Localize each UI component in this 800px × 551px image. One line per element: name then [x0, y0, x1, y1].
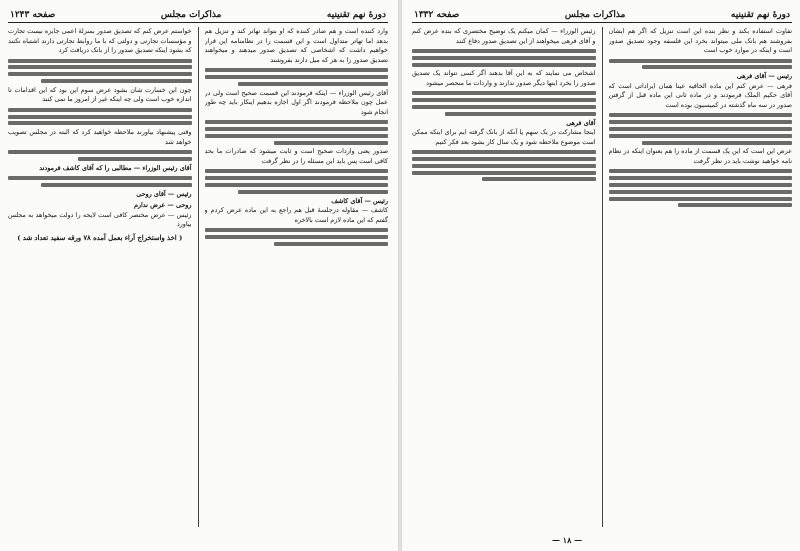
- paragraph: اشخاص می نمایند که به این آقا بدهند اگر کسی نتواند یک تصدیق صدور را بخرد اینها دیگر صدور ندارند و واردات ما منحصر میشود: [412, 69, 596, 87]
- text-line: [205, 75, 389, 79]
- text-line: [8, 59, 192, 63]
- text-line: [609, 190, 793, 194]
- paragraph: اینجا مشارکت در یک سهم یا آنکه از بانک گرفته ایم برای اینکه ممکن است موضوع ملاحظه شود و یک سال کار بشود بعد فکر کنیم: [412, 128, 596, 146]
- text-line: [238, 190, 388, 194]
- text-line: [642, 141, 792, 145]
- paragraph: آقای رئیس الوزراء — اینکه فرمودند این قسمت صحیح است ولی در عمل چون ملاحظه فرمودند اگر اول اجازه بدهیم اینکار باید چه طور انجام شود: [204, 88, 388, 116]
- text-line: [412, 164, 596, 168]
- text-line: [609, 197, 793, 201]
- text-line: [205, 120, 389, 124]
- paragraph: عرض این است که این یک قسمت از ماده را هم بعنوان اینکه در نظام نامه خواهید نوشت باید در نظر گرفت: [608, 147, 792, 165]
- right-page-header: [412, 8, 792, 23]
- text-line: [412, 56, 596, 60]
- text-line: [8, 115, 192, 119]
- text-line: [609, 127, 793, 131]
- text-line: [8, 121, 192, 125]
- text-line: [205, 183, 389, 187]
- text-line: [609, 134, 793, 138]
- right-page-columns: [412, 27, 792, 527]
- text-line: [205, 127, 389, 131]
- text-line: [8, 176, 192, 180]
- paragraph: فرهی — عرض کنم این ماده الحاقیه عینا همان ایراداتی است که آقای حکیم الملک فرمودند و در ماده ثانی این ماده قبل از گرفتن صدور در سه ماه گذشته در کمیسیون بوده است: [608, 81, 792, 109]
- text-line: [412, 150, 596, 154]
- text-line: [8, 72, 192, 76]
- text-line: [274, 242, 388, 246]
- paragraph: تفاوت استفاده بکند و نظر بنده این است تنزیل که اگر هم ایشان بفروشند هم بانک ملی میتواند بخرد این فلسفه وجود تصدیق صدور است و اینکه در موارد خوب است: [608, 27, 792, 55]
- text-line: [8, 150, 192, 154]
- paragraph: صدور یعنی واردات صحیح است و ثابت میشود که صادرات ما بحد کافی است پس باید این مسئله را در نظر گرفت: [204, 147, 388, 165]
- text-line: [412, 63, 596, 67]
- column-divider: [602, 27, 603, 527]
- paragraph: رئیس الوزراء — کمان میکنم یک توضیح مختصری که بنده عرض کنم و آقای فرهی میخواهند از این تصدیق صدور دفاع کنند: [412, 27, 596, 45]
- text-line: [609, 169, 793, 173]
- right-page-column-right: [609, 27, 793, 527]
- left-page-number-label: صفحه ۱۲۴۳: [10, 10, 56, 20]
- text-line: [412, 98, 596, 102]
- text-line: [205, 235, 389, 239]
- text-line: [205, 169, 389, 173]
- text-line: [205, 134, 389, 138]
- vote-result: ( اخذ واستخراج آراء بعمل آمده ۷۸ ورقه سفید تعداد شد ): [17, 234, 183, 243]
- paragraph: کاشف — مقاوله درجلسهٔ قبل هم راجع به این ماده عرض کردم و گفتم که این ماده لازم است بالاخره: [204, 206, 388, 224]
- left-page-header: [8, 8, 388, 23]
- text-line: [678, 203, 792, 207]
- vote-line: رئیس — آقای روحی: [136, 189, 192, 198]
- speaker-line: آقای رئیس الوزراء — مطالبی را که آقای کاشف فرمودند: [39, 163, 192, 172]
- text-line: [412, 171, 596, 175]
- text-line: [8, 65, 192, 69]
- text-line: [445, 112, 595, 116]
- text-line: [609, 183, 793, 187]
- text-line: [238, 82, 388, 86]
- right-page-column-left: [412, 27, 596, 527]
- text-line: [412, 157, 596, 161]
- text-line: [41, 183, 191, 187]
- text-line: [412, 49, 596, 53]
- text-line: [609, 176, 793, 180]
- left-page: [0, 0, 398, 551]
- left-page-session: دورهٔ نهم تقنینیه: [326, 10, 386, 20]
- text-line: [412, 91, 596, 95]
- left-page-column-left: [8, 27, 192, 527]
- paragraph: وارد کننده است و هم صادر کننده که او بتواند تهاتر کند و تنزیل هم بدهد اما تهاتر متداول است و این قسمت را در نظامنامه این قرار خواهیم داشت که اشخاصی که تصدیق صدور میدهند و میخواهند تصدیق صدور را به هر که میل دارند بفروشند: [204, 27, 388, 64]
- right-page: [402, 0, 800, 551]
- speaker-line: رئیس — آقای فرهی: [736, 72, 792, 81]
- paragraph: رئیس — عرض مختصر کافی است لایحه را دولت میخواهد به مجلس بیاورد: [8, 210, 192, 229]
- right-page-session: دورهٔ نهم تقنینیه: [730, 10, 790, 20]
- paragraph: وقتی پیشنهاد بیاورند ملاحظه خواهید کرد که البته در مجلس تصویب خواهد شد: [8, 128, 192, 146]
- left-page-column-right: [205, 27, 389, 527]
- paragraph: خواستم عرض کنم که تصدیق صدور بمنزلهٔ اعمی جایزه نیست تجارت و مؤسسات تجارتی و دولتی که با ما روابط تجارتی دارند اشتباه نکنند که بشود اینکه تصدیق صدور را از بانک دریافت کرد: [8, 27, 192, 55]
- text-line: [609, 59, 793, 63]
- text-line: [205, 228, 389, 232]
- text-line: [205, 176, 389, 180]
- text-line: [41, 79, 191, 83]
- text-line: [482, 177, 596, 181]
- right-page-title: مذاکرات مجلس: [564, 10, 626, 20]
- speaker-line: رئیس — آقای کاشف: [331, 196, 388, 205]
- left-page-columns: [8, 27, 388, 527]
- text-line: [274, 141, 388, 145]
- vote-line: روحی — عرض ندارم: [133, 201, 192, 210]
- text-line: [609, 113, 793, 117]
- column-divider: [198, 27, 199, 527]
- text-line: [205, 68, 389, 72]
- text-line: [642, 65, 792, 69]
- page-number: — ۱۸ —: [552, 535, 583, 545]
- text-line: [8, 108, 192, 112]
- text-line: [609, 120, 793, 124]
- text-line: [412, 105, 596, 109]
- right-page-number-label: صفحه ۱۳۳۲: [414, 10, 460, 20]
- speaker-line: آقای فرهی: [566, 118, 596, 127]
- left-page-title: مذاکرات مجلس: [160, 10, 222, 20]
- paragraph: چون این خسارت شان بشود عرض سوم این بود که این اقدامات تا اندازه خوب است ولی چه اینکه غیر از امروز ما نمی کنند: [8, 85, 192, 104]
- text-line: [78, 157, 192, 161]
